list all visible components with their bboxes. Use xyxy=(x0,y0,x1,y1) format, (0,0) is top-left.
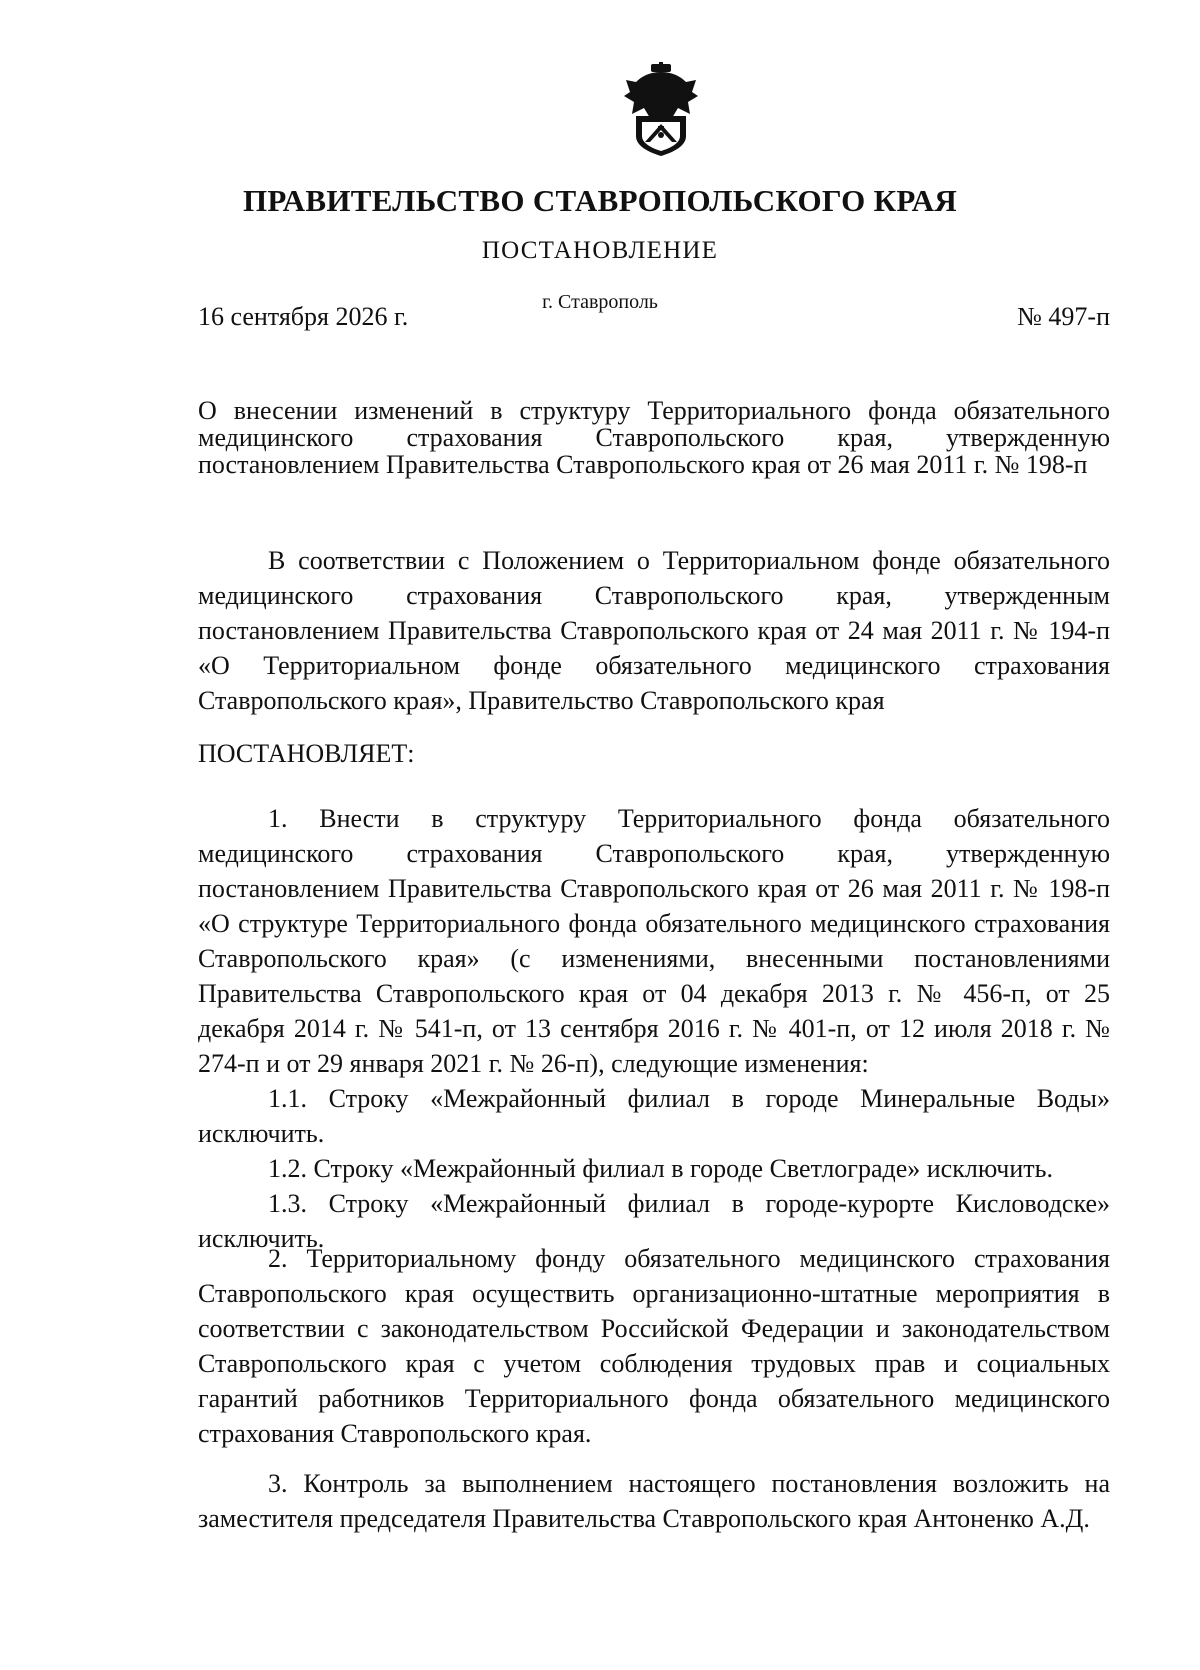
clause-1-2: 1.2. Строку «Межрайонный филиал в городе Светлограде» исключить. xyxy=(268,1154,1053,1183)
document-subject: О внесении изменений в структуру Территориального фонда обязательного медицинского страхования Ставропольского края, утвержденную постановлением Правительства Ставропольского края от 26 мая 2011 г. № 198-п xyxy=(198,396,1110,479)
clause-1-block xyxy=(198,801,1110,1256)
clause-1: 1. Внести в структуру Территориального фонда обязательного медицинского страхования Ставропольского края, утвержденную постановлением Правительства Ставропольского края от 26 мая 2011 г. № 198-п «О структуре Территориального фонда обязательного медицинского страхования Ставропольского края» (с изменениями, внесенными постановлениями Правительства Ставропольского края от 04 декабря 2013 г. № 456-п, от 25 декабря 2014 г. № 541-п, от 13 сентября 2016 г. № 401-п, от 12 июля 2018 г. № 274-п и от 29 января 2021 г. № 26-п), следующие изменения: xyxy=(198,804,1110,1078)
clause-3: 3. Контроль за выполнением настоящего постановления возложить на заместителя председателя Правительства Ставропольского края Антоненко А.Д. xyxy=(198,1469,1110,1533)
clause-3-block xyxy=(198,1466,1110,1536)
clause-1-3: 1.3. Строку «Межрайонный филиал в городе-курорте Кисловодске» исключить. xyxy=(198,1189,1110,1253)
document-number: № 497-п xyxy=(1017,302,1110,331)
preamble xyxy=(198,543,1110,718)
decree-heading-block xyxy=(198,736,1110,771)
preamble-paragraph: В соответствии с Положением о Территориальном фонде обязательного медицинского страхования Ставропольского края, утвержденным постановлением Правительства Ставропольского края от 24 мая 2011 г. № 194-п «О Территориальном фонде обязательного медицинского страхования Ставропольского края», Правительство Ставропольского края xyxy=(198,546,1110,715)
clause-1-1: 1.1. Строку «Межрайонный филиал в городе Минеральные Воды» исключить. xyxy=(198,1084,1110,1148)
decree-heading: ПОСТАНОВЛЯЕТ: xyxy=(198,739,415,768)
document-city: г. Ставрополь xyxy=(542,291,658,313)
clause-2: 2. Территориальному фонду обязательного медицинского страхования Ставропольского края осуществить организационно-штатные мероприятия в соответствии с законодательством Российской Федерации и законодательством Ставропольского края с учетом соблюдения трудовых прав и социальных гарантий работников Территориального фонда обязательного медицинского страхования Ставропольского края. xyxy=(198,1244,1110,1448)
document-date: 16 сентября 2026 г. xyxy=(198,302,409,331)
clause-2-block xyxy=(198,1241,1110,1451)
document-type: ПОСТАНОВЛЕНИЕ xyxy=(481,237,719,264)
coat-of-arms-emblem xyxy=(620,62,702,156)
government-title: ПРАВИТЕЛЬСТВО СТАВРОПОЛЬСКОГО КРАЯ xyxy=(242,183,958,218)
